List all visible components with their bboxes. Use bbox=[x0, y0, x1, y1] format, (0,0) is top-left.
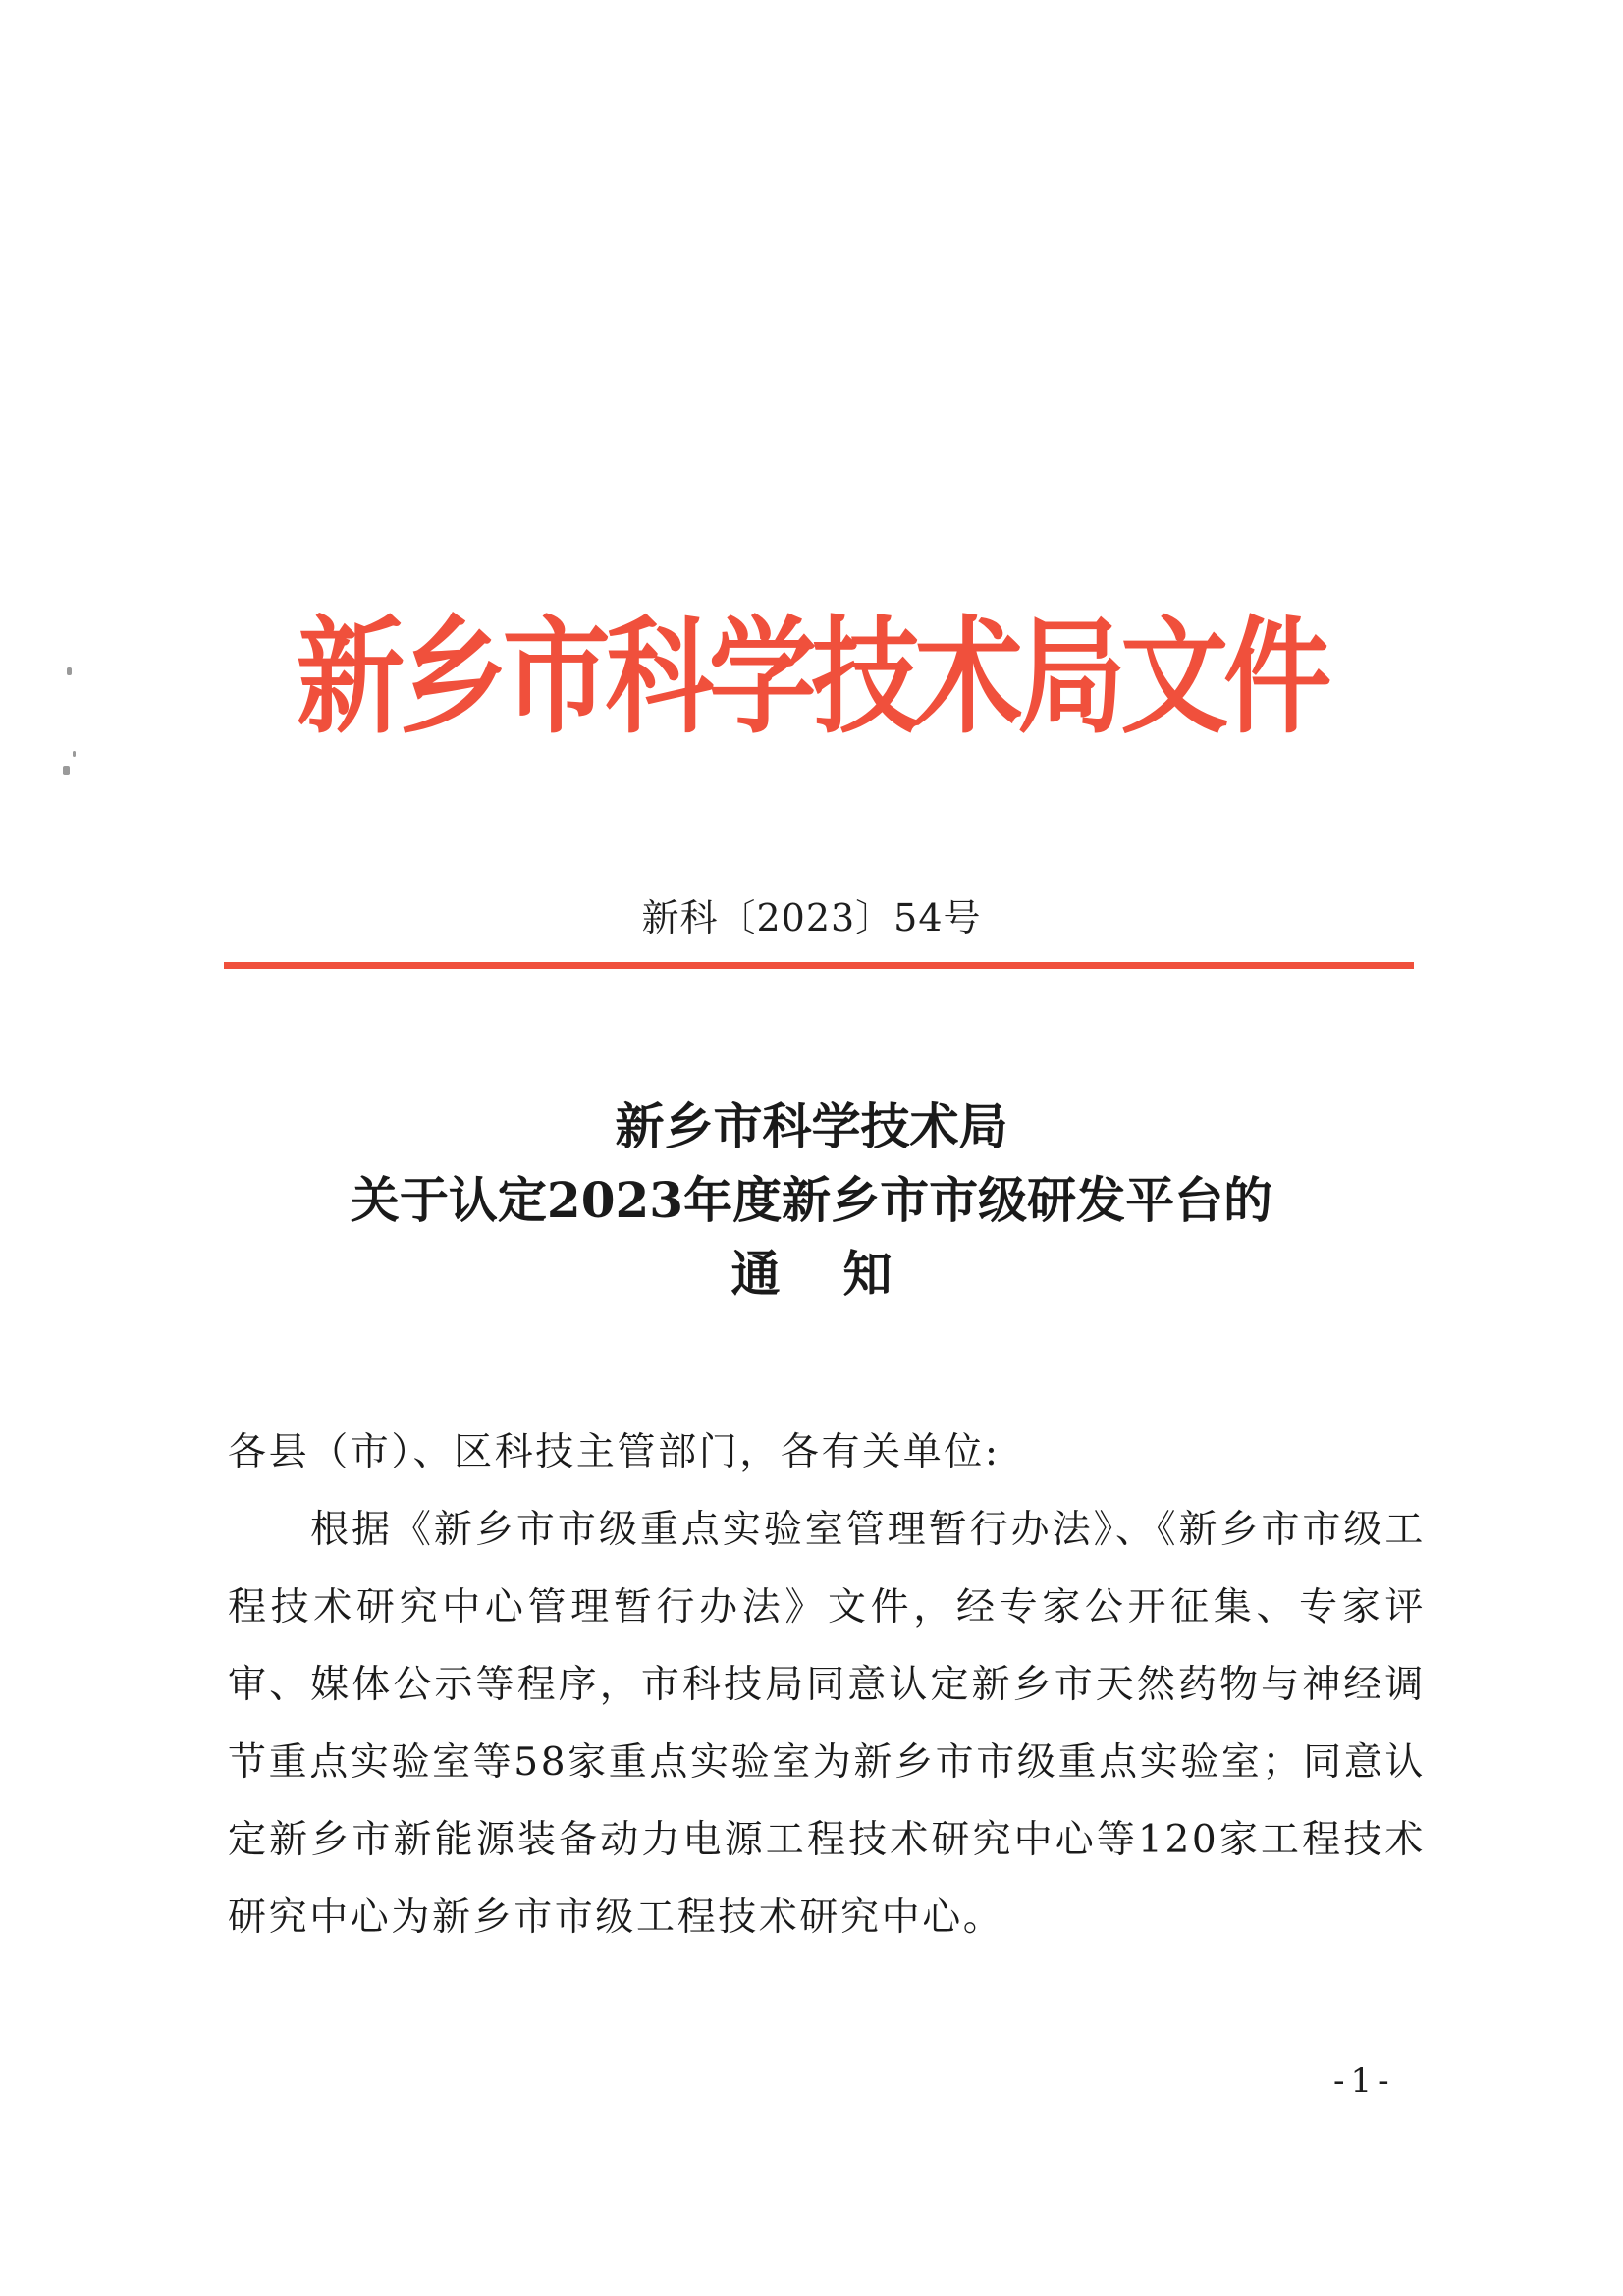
title-line-3: 通知 bbox=[730, 1245, 955, 1303]
body-paragraph: 根据《新乡市市级重点实验室管理暂行办法》、《新乡市市级工程技术研究中心管理暂行办法》文件，经专家公开征集、专家评审、媒体公示等程序，市科技局同意认定新乡市天然药物与神经调节重点实验室等58家重点实验室为新乡市市级重点实验室；同意认定新乡市新能源装备动力电源工程技术研究中心等120家工程技术研究中心为新乡市市级工程技术研究中心。 bbox=[228, 1508, 1426, 1940]
red-divider-line bbox=[224, 962, 1414, 969]
salutation: 各县（市）、区科技主管部门，各有关单位: bbox=[228, 1430, 1001, 1474]
page-number: -1- bbox=[1333, 2061, 1395, 2101]
document-body bbox=[228, 1414, 1426, 1956]
title-line-1: 新乡市科学技术局 bbox=[615, 1097, 1008, 1155]
document-number: 新科〔2023〕54号 bbox=[641, 896, 982, 939]
scan-artifacts bbox=[59, 658, 88, 785]
title-line-2: 关于认定2023年度新乡市市级研发平台的 bbox=[350, 1171, 1273, 1229]
issuer-header: 新乡市科学技术局文件 bbox=[296, 604, 1327, 751]
document-title bbox=[0, 1090, 1623, 1310]
